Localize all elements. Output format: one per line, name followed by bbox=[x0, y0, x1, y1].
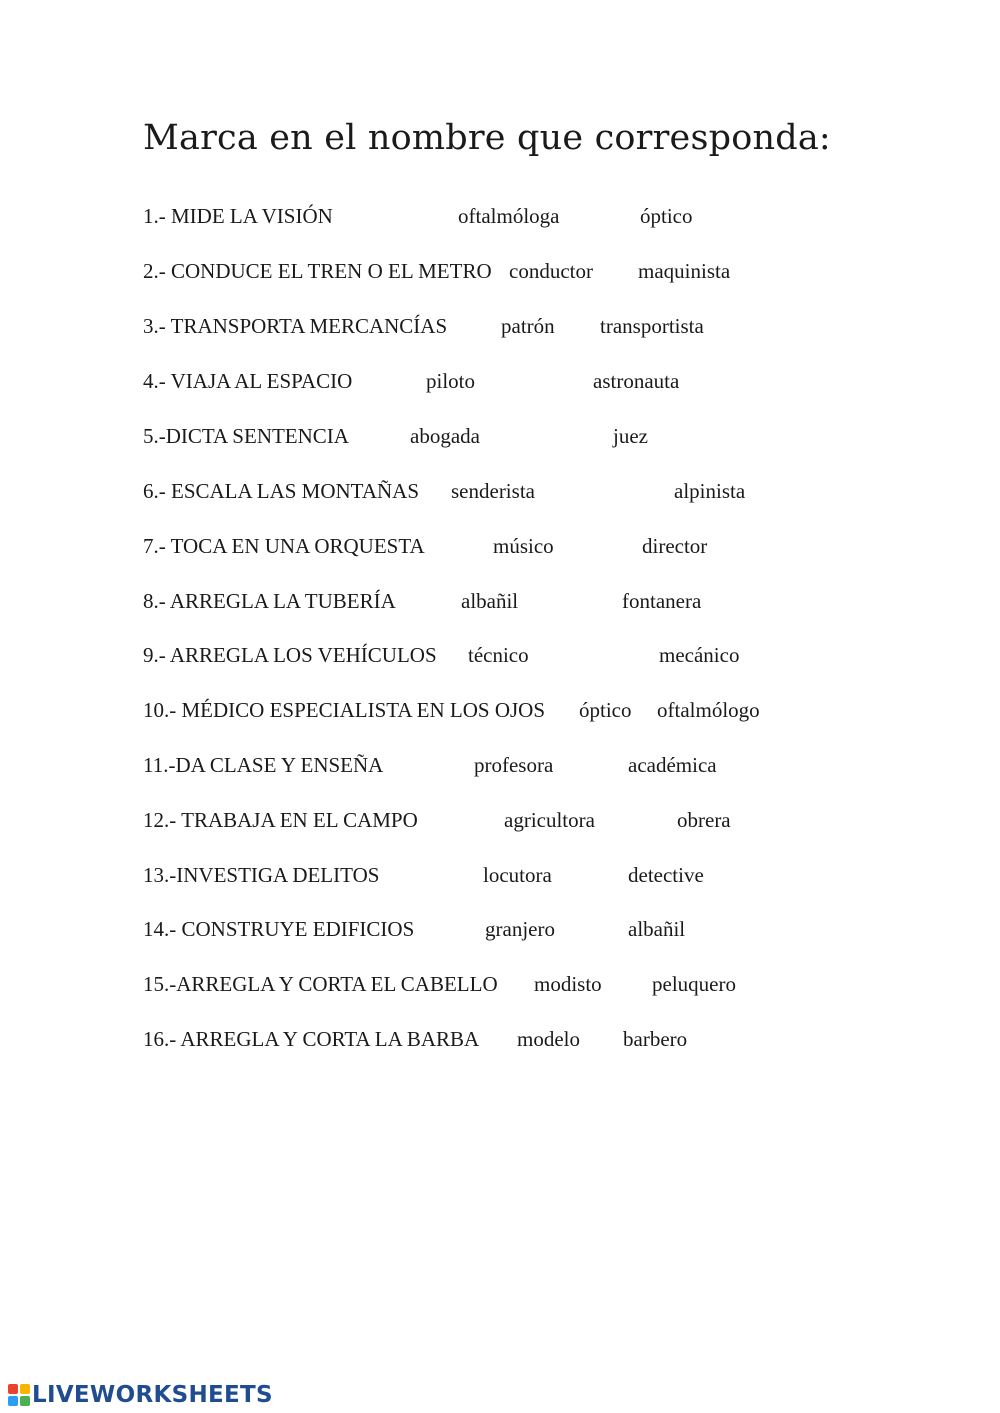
logo-text: LIVEWORKSHEETS bbox=[32, 1382, 273, 1408]
answer-option[interactable]: juez bbox=[613, 424, 648, 448]
question-prompt: 11.-DA CLASE Y ENSEÑA bbox=[143, 753, 384, 777]
answer-option[interactable]: locutora bbox=[483, 863, 552, 887]
question-prompt: 14.- CONSTRUYE EDIFICIOS bbox=[143, 917, 415, 941]
question-prompt: 9.- ARREGLA LOS VEHÍCULOS bbox=[143, 643, 437, 667]
answer-option[interactable]: técnico bbox=[468, 643, 529, 667]
answer-option[interactable]: patrón bbox=[501, 314, 555, 338]
answer-option[interactable]: profesora bbox=[474, 753, 554, 777]
page-title: Marca en el nombre que corresponda: bbox=[143, 118, 831, 158]
answer-option[interactable]: senderista bbox=[451, 479, 535, 503]
question-prompt: 5.-DICTA SENTENCIA bbox=[143, 424, 349, 448]
answer-option[interactable]: músico bbox=[493, 534, 554, 558]
question-prompt: 2.- CONDUCE EL TREN O EL METRO bbox=[143, 259, 492, 283]
answer-option[interactable]: transportista bbox=[600, 314, 704, 338]
logo-square-4 bbox=[20, 1396, 30, 1406]
answer-option[interactable]: fontanera bbox=[622, 589, 702, 613]
question-prompt: 16.- ARREGLA Y CORTA LA BARBA bbox=[143, 1027, 480, 1051]
question-prompt: 8.- ARREGLA LA TUBERÍA bbox=[143, 589, 396, 613]
question-prompt: 4.- VIAJA AL ESPACIO bbox=[143, 369, 353, 393]
question-prompt: 15.-ARREGLA Y CORTA EL CABELLO bbox=[143, 972, 498, 996]
answer-option[interactable]: maquinista bbox=[638, 259, 731, 283]
answer-option[interactable]: obrera bbox=[677, 808, 731, 832]
answer-option[interactable]: peluquero bbox=[652, 972, 736, 996]
answer-option[interactable]: óptico bbox=[579, 698, 632, 722]
answer-option[interactable]: abogada bbox=[410, 424, 480, 448]
answer-option[interactable]: piloto bbox=[426, 369, 476, 393]
answer-option[interactable]: astronauta bbox=[593, 369, 680, 393]
answer-option[interactable]: académica bbox=[628, 753, 717, 777]
answer-option[interactable]: albañil bbox=[628, 917, 686, 941]
logo-square-2 bbox=[20, 1384, 30, 1394]
answer-option[interactable]: mecánico bbox=[659, 643, 740, 667]
answer-option[interactable]: granjero bbox=[485, 917, 555, 941]
question-prompt: 7.- TOCA EN UNA ORQUESTA bbox=[143, 534, 425, 558]
question-prompt: 13.-INVESTIGA DELITOS bbox=[143, 863, 380, 887]
logo-square-1 bbox=[8, 1384, 18, 1394]
answer-option[interactable]: agricultora bbox=[504, 808, 595, 832]
answer-option[interactable]: detective bbox=[628, 863, 704, 887]
answer-option[interactable]: barbero bbox=[623, 1027, 688, 1051]
question-prompt: 6.- ESCALA LAS MONTAÑAS bbox=[143, 479, 420, 503]
answer-option[interactable]: modelo bbox=[517, 1027, 580, 1051]
answer-option[interactable]: oftalmólogo bbox=[657, 698, 760, 722]
question-prompt: 10.- MÉDICO ESPECIALISTA EN LOS OJOS bbox=[143, 698, 546, 722]
logo-square-3 bbox=[8, 1396, 18, 1406]
answer-option[interactable]: oftalmóloga bbox=[458, 204, 560, 228]
question-prompt: 12.- TRABAJA EN EL CAMPO bbox=[143, 808, 418, 832]
answer-option[interactable]: alpinista bbox=[674, 479, 746, 503]
answer-option[interactable]: albañil bbox=[461, 589, 519, 613]
question-prompt: 3.- TRANSPORTA MERCANCÍAS bbox=[143, 314, 448, 338]
question-prompt: 1.- MIDE LA VISIÓN bbox=[143, 204, 333, 228]
liveworksheets-logo bbox=[8, 1382, 273, 1408]
answer-option[interactable]: óptico bbox=[640, 204, 693, 228]
answer-option[interactable]: modisto bbox=[534, 972, 602, 996]
answer-option[interactable]: director bbox=[642, 534, 708, 558]
logo-icon bbox=[8, 1384, 30, 1406]
answer-option[interactable]: conductor bbox=[509, 259, 593, 283]
